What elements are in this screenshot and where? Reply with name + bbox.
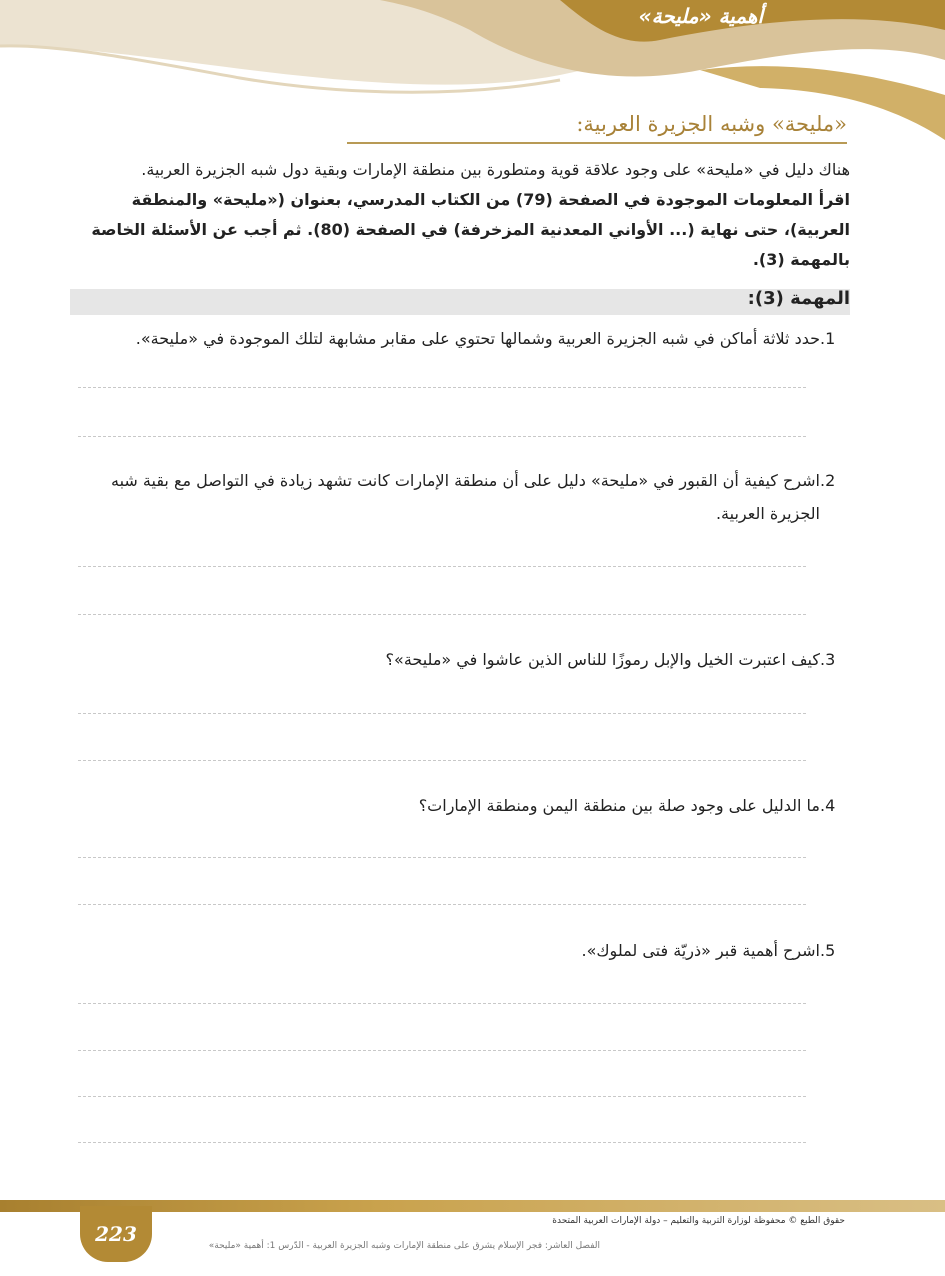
answer-line[interactable] [78,1096,806,1097]
answer-line[interactable] [78,1142,806,1143]
question-text: حدد ثلاثة أماكن في شبه الجزيرة العربية وشمالها تحتوي على مقابر مشابهة لتلك الموجودة في «مليحة». [135,329,820,348]
question-4 [70,789,850,822]
question-1 [70,322,850,355]
question-number: .2 [820,471,836,490]
question-number: .1 [820,329,836,348]
page-number-tab [80,1206,152,1262]
section-title: «مليحة» وشبه الجزيرة العربية: [347,112,847,144]
intro-line: هناك دليل في «مليحة» على وجود علاقة قوية ومتطورة بين منطقة الإمارات وبقية دول شبه الجزيرة العربية. [141,160,850,179]
question-text: اشرح كيفية أن القبور في «مليحة» دليل على أن منطقة الإمارات كانت تشهد زيادة في التواصل مع بقية شبه الجزيرة العربية. [111,471,820,523]
question-text: اشرح أهمية قبر «ذريّة فتى لملوك». [581,941,820,960]
answer-line[interactable] [78,1003,806,1004]
footer-chapter-title: الفصل العاشر: فجر الإسلام يشرق على منطقة الإمارات وشبه الجزيرة العربية - الدّرس 1: أهمية «مليحة» [208,1241,600,1251]
footer-copyright: حقوق الطبع © محفوظة لوزارة التربية والتعليم – دولة الإمارات العربية المتحدة [552,1216,845,1226]
answer-line[interactable] [78,760,806,761]
header-title: أهمية «مليحة» [638,4,763,28]
answer-line[interactable] [78,857,806,858]
answer-line[interactable] [78,904,806,905]
question-number: .4 [820,796,836,815]
instruction-text: اقرأ المعلومات الموجودة في الصفحة (79) من الكتاب المدرسي، بعنوان («مليحة» والمنطقة العربية)، حتى نهاية (... الأواني المعدنية المزخرفة) في الصفحة (80). ثم أجب عن الأسئلة الخاصة بالمهمة (3). [91,190,850,269]
answer-line[interactable] [78,387,806,388]
question-2 [70,464,850,530]
answer-line[interactable] [78,436,806,437]
answer-line[interactable] [78,713,806,714]
question-number: .3 [820,650,836,669]
question-3 [70,643,850,676]
answer-line[interactable] [78,566,806,567]
answer-line[interactable] [78,1050,806,1051]
task-title: المهمة (3): [747,288,850,309]
intro-paragraph [70,155,850,275]
question-text: ما الدليل على وجود صلة بين منطقة اليمن ومنطقة الإمارات؟ [418,796,820,815]
question-5 [70,934,850,967]
answer-line[interactable] [78,614,806,615]
page-number: 223 [95,1222,137,1246]
task-heading-bar [70,289,850,315]
question-number: .5 [820,941,836,960]
question-text: كيف اعتبرت الخيل والإبل رموزًا للناس الذين عاشوا في «مليحة»؟ [385,650,820,669]
